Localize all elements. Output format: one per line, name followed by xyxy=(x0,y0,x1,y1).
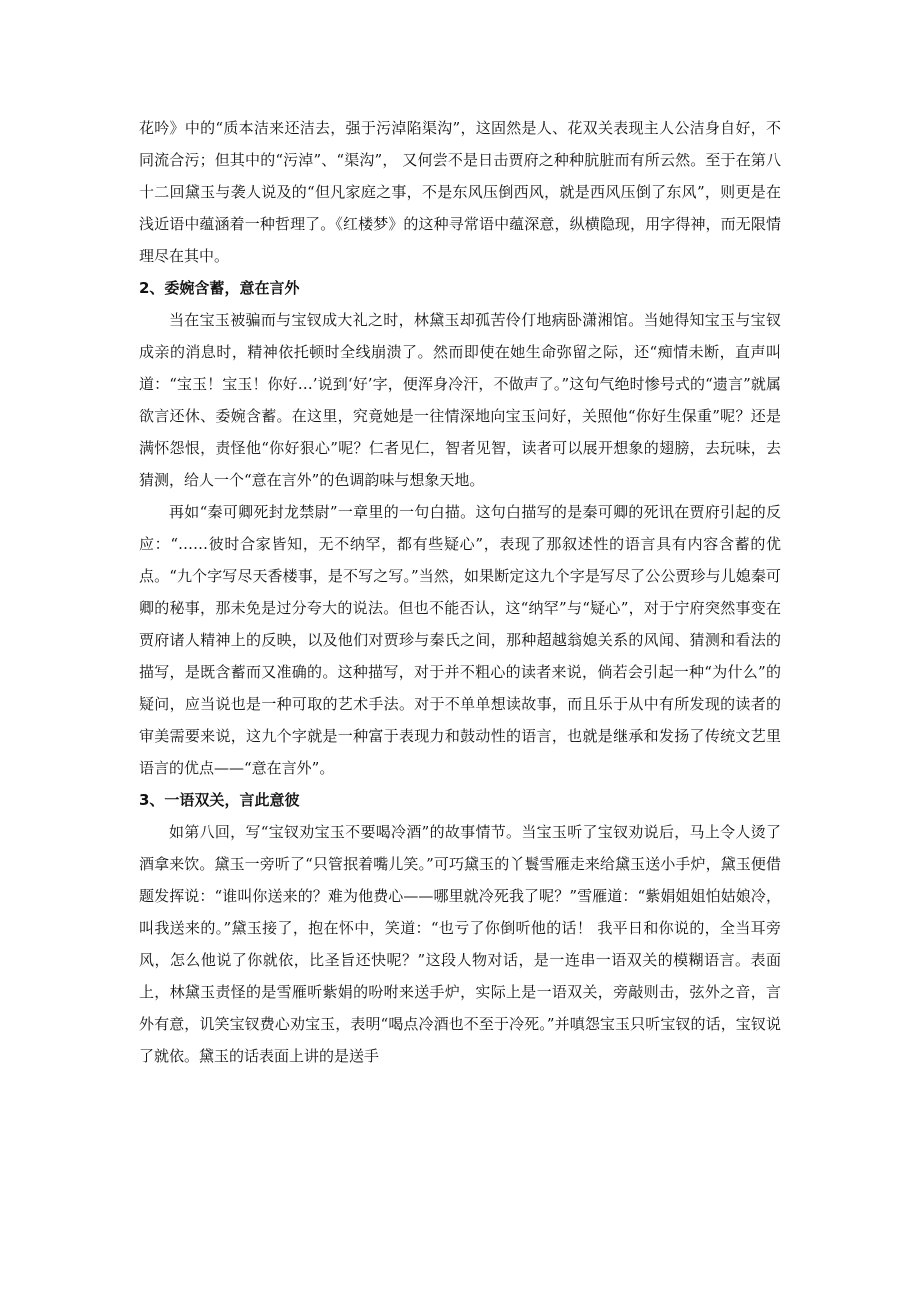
paragraph-2: 当在宝玉被骗而与宝钗成大礼之时，林黛玉却孤苦伶仃地病卧潇湘馆。当她得知宝玉与宝钗成亲的消息时，精神依托顿时全线崩溃了。然而即使在她生命弥留之际，还“痴情未断，直声叫道：“宝玉！宝玉！你好…’说到‘好’字，便浑身冷汗，不做声了。”这句气绝时惨号式的“遗言”就属欲言还休、委婉含蓄。在这里，究竟她是一往情深地向宝玉问好，关照他“你好生保重”呢？还是满怀怨恨，责怪他“你好狠心”呢？仁者见仁，智者见智，读者可以展开想象的翅膀，去玩味，去猜测，给人一个“意在言外”的色调韵味与想象天地。 xyxy=(139,311,781,489)
paragraph-1: 花吟》中的“质本洁来还洁去，强于污淖陷渠沟”，这固然是人、花双关表现主人公洁身自好，不同流合污；但其中的“污淖”、“渠沟”， 又何尝不是日击贾府之种种肮脏而有所云然。至于在第八十二回黛玉与袭人说及的“但凡家庭之事，不是东风压倒西风，就是西风压倒了东风”，则更是在浅近语中蕴涵着一种哲理了。《红楼梦》的这种寻常语中蕴深意，纵横隐现，用字得神，而无限情理尽在其中。 xyxy=(139,119,781,265)
paragraph-4: 如第八回，写“宝钗劝宝玉不要喝冷酒”的故事情节。当宝玉听了宝钗劝说后，马上令人烫了酒拿来饮。黛玉一旁听了“只管抿着嘴儿笑。”可巧黛玉的丫鬟雪雁走来给黛玉送小手炉，黛玉便借题发挥说：“谁叫你送来的？难为他费心——哪里就冷死我了呢？”雪雁道：“紫娟姐姐怕姑娘冷，叫我送来的。”黛玉接了，抱在怀中，笑道：“也亏了你倒听他的话！ 我平日和你说的，全当耳旁风，怎么他说了你就依，比圣旨还快呢？”这段人物对话，是一连串一语双关的模糊语言。表面上，林黛玉责怪的是雪雁听紫娟的吩咐来送手炉，实际上是一语双关，旁敲则击，弦外之音，言外有意，讥笑宝钗费心劝宝玉，表明“喝点冷酒也不至于冷死。”并嗔怨宝玉只听宝钗的话，宝钗说了就依。黛玉的话表面上讲的是送手 xyxy=(139,823,781,1065)
section-heading-2: 2、委婉含蓄，意在言外 xyxy=(139,279,300,297)
document-body xyxy=(139,112,781,1072)
paragraph-3: 再如“秦可卿死封龙禁尉”一章里的一句白描。这句白描写的是秦可卿的死讯在贾府引起的反应：“……彼时合家皆知，无不纳罕，都有些疑心”，表现了那叙述性的语言具有内容含蓄的优点。“九个字写尽天香楼事，是不写之写。”当然，如果断定这九个字是写尽了公公贾珍与儿媳秦可卿的秘事，那未免是过分夸大的说法。但也不能否认，这“纳罕”与“疑心”，对于宁府突然事变在贾府诸人精神上的反映，以及他们对贾珍与秦氏之间，那种超越翁媳关系的风闻、猜测和看法的描写，是既含蓄而又准确的。这种描写，对于并不粗心的读者来说，倘若会引起一种“为什么”的疑问，应当说也是一种可取的艺术手法。对于不单单想读故事，而且乐于从中有所发现的读者的审美需要来说，这九个字就是一种富于表现力和鼓动性的语言，也就是继承和发扬了传统文艺里语言的优点——“意在言外”。 xyxy=(139,503,781,777)
section-heading-3: 3、一语双关，言此意彼 xyxy=(139,791,300,809)
